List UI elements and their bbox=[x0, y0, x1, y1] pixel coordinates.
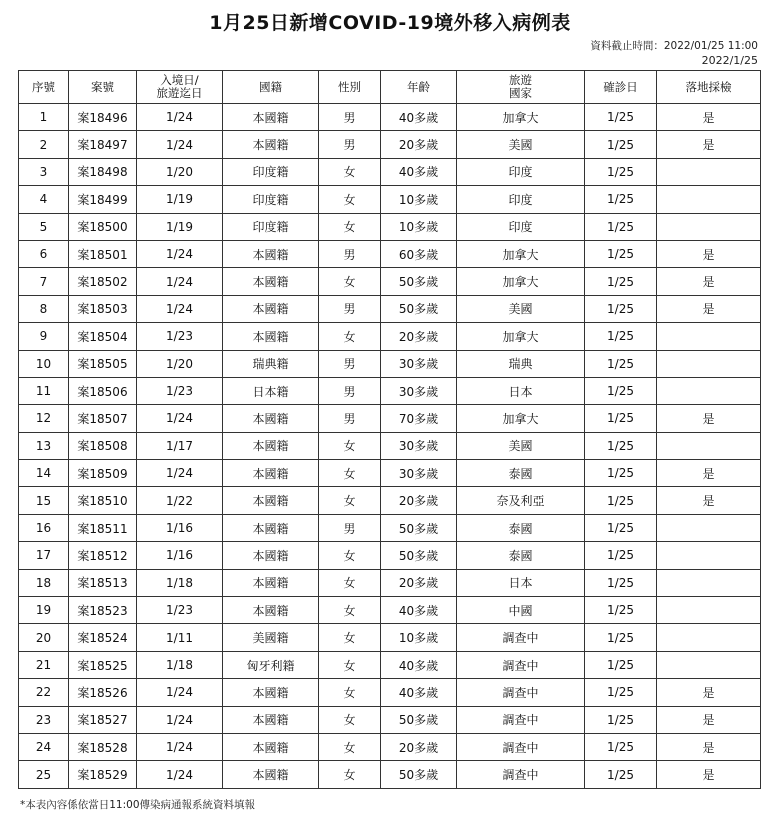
cell-arrival-test bbox=[657, 624, 761, 651]
cell-entry-date: 1/20 bbox=[137, 350, 223, 377]
cell-arrival-test: 是 bbox=[657, 706, 761, 733]
cell-nationality: 本國籍 bbox=[223, 323, 319, 350]
cell-nationality: 印度籍 bbox=[223, 213, 319, 240]
cell-travel-country: 加拿大 bbox=[457, 323, 585, 350]
cell-seq: 7 bbox=[19, 268, 69, 295]
cell-seq: 11 bbox=[19, 377, 69, 404]
cell-gender: 男 bbox=[319, 240, 381, 267]
cell-entry-date: 1/24 bbox=[137, 761, 223, 788]
cell-age: 10多歲 bbox=[381, 213, 457, 240]
data-timestamp: 資料截止時間：2022/01/25 11:00 bbox=[590, 40, 758, 52]
cell-case-number: 案18527 bbox=[69, 706, 137, 733]
cell-nationality: 本國籍 bbox=[223, 240, 319, 267]
cell-arrival-test bbox=[657, 186, 761, 213]
cell-arrival-test bbox=[657, 432, 761, 459]
cell-gender: 女 bbox=[319, 651, 381, 678]
cell-travel-country: 印度 bbox=[457, 158, 585, 185]
cell-case-number: 案18505 bbox=[69, 350, 137, 377]
header-arrival-test: 落地採檢 bbox=[657, 71, 761, 104]
cell-case-number: 案18526 bbox=[69, 679, 137, 706]
cell-arrival-test: 是 bbox=[657, 405, 761, 432]
page-title: 1月25日新增COVID-19境外移入病例表 bbox=[209, 12, 571, 34]
cell-seq: 15 bbox=[19, 487, 69, 514]
cell-travel-country: 加拿大 bbox=[457, 268, 585, 295]
cell-arrival-test bbox=[657, 542, 761, 569]
cell-gender: 男 bbox=[319, 131, 381, 158]
cell-seq: 25 bbox=[19, 761, 69, 788]
cell-arrival-test bbox=[657, 514, 761, 541]
cell-nationality: 本國籍 bbox=[223, 597, 319, 624]
cell-nationality: 本國籍 bbox=[223, 104, 319, 131]
cell-gender: 女 bbox=[319, 487, 381, 514]
cell-nationality: 本國籍 bbox=[223, 679, 319, 706]
cell-entry-date: 1/19 bbox=[137, 213, 223, 240]
header-seq: 序號 bbox=[19, 71, 69, 104]
cell-confirm-date: 1/25 bbox=[585, 186, 657, 213]
cell-age: 30多歲 bbox=[381, 432, 457, 459]
table-body bbox=[19, 104, 761, 789]
cell-gender: 女 bbox=[319, 432, 381, 459]
cell-age: 10多歲 bbox=[381, 186, 457, 213]
cell-nationality: 本國籍 bbox=[223, 295, 319, 322]
cell-arrival-test bbox=[657, 651, 761, 678]
cell-entry-date: 1/20 bbox=[137, 158, 223, 185]
cell-confirm-date: 1/25 bbox=[585, 104, 657, 131]
cell-case-number: 案18529 bbox=[69, 761, 137, 788]
cell-confirm-date: 1/25 bbox=[585, 761, 657, 788]
table-row bbox=[19, 323, 761, 350]
cell-confirm-date: 1/25 bbox=[585, 295, 657, 322]
table-row bbox=[19, 597, 761, 624]
cell-age: 50多歲 bbox=[381, 706, 457, 733]
cell-nationality: 日本籍 bbox=[223, 377, 319, 404]
cell-entry-date: 1/18 bbox=[137, 651, 223, 678]
cell-entry-date: 1/23 bbox=[137, 597, 223, 624]
cell-arrival-test: 是 bbox=[657, 240, 761, 267]
cell-nationality: 本國籍 bbox=[223, 268, 319, 295]
cell-entry-date: 1/24 bbox=[137, 405, 223, 432]
table-row bbox=[19, 240, 761, 267]
cell-gender: 女 bbox=[319, 569, 381, 596]
cell-case-number: 案18502 bbox=[69, 268, 137, 295]
header-case: 案號 bbox=[69, 71, 137, 104]
header-entry-line2: 旅遊迄日 bbox=[156, 86, 203, 100]
cell-gender: 女 bbox=[319, 186, 381, 213]
cell-arrival-test: 是 bbox=[657, 104, 761, 131]
cell-confirm-date: 1/25 bbox=[585, 569, 657, 596]
cell-case-number: 案18500 bbox=[69, 213, 137, 240]
cell-age: 40多歲 bbox=[381, 158, 457, 185]
cell-confirm-date: 1/25 bbox=[585, 460, 657, 487]
header-age: 年齡 bbox=[381, 71, 457, 104]
cell-nationality: 本國籍 bbox=[223, 514, 319, 541]
cell-case-number: 案18503 bbox=[69, 295, 137, 322]
cell-entry-date: 1/24 bbox=[137, 295, 223, 322]
cell-travel-country: 美國 bbox=[457, 432, 585, 459]
header-entry-date bbox=[137, 71, 223, 104]
cell-travel-country: 加拿大 bbox=[457, 405, 585, 432]
cell-nationality: 本國籍 bbox=[223, 733, 319, 760]
cell-gender: 女 bbox=[319, 761, 381, 788]
cell-travel-country: 美國 bbox=[457, 131, 585, 158]
cell-gender: 男 bbox=[319, 377, 381, 404]
cell-travel-country: 調查中 bbox=[457, 761, 585, 788]
cell-travel-country: 調查中 bbox=[457, 733, 585, 760]
table-row bbox=[19, 706, 761, 733]
cell-entry-date: 1/16 bbox=[137, 514, 223, 541]
table-row bbox=[19, 131, 761, 158]
cell-case-number: 案18508 bbox=[69, 432, 137, 459]
cell-seq: 24 bbox=[19, 733, 69, 760]
table-row bbox=[19, 542, 761, 569]
cell-arrival-test: 是 bbox=[657, 679, 761, 706]
table-row bbox=[19, 761, 761, 788]
cell-gender: 女 bbox=[319, 624, 381, 651]
table-row bbox=[19, 651, 761, 678]
cell-seq: 9 bbox=[19, 323, 69, 350]
table-row bbox=[19, 487, 761, 514]
cell-seq: 16 bbox=[19, 514, 69, 541]
cell-seq: 13 bbox=[19, 432, 69, 459]
cell-entry-date: 1/22 bbox=[137, 487, 223, 514]
cell-arrival-test: 是 bbox=[657, 460, 761, 487]
cell-case-number: 案18504 bbox=[69, 323, 137, 350]
table-row bbox=[19, 679, 761, 706]
cell-seq: 6 bbox=[19, 240, 69, 267]
table-row bbox=[19, 432, 761, 459]
cell-seq: 2 bbox=[19, 131, 69, 158]
cell-entry-date: 1/24 bbox=[137, 240, 223, 267]
cell-gender: 女 bbox=[319, 460, 381, 487]
table-row bbox=[19, 268, 761, 295]
cell-nationality: 本國籍 bbox=[223, 460, 319, 487]
header-travel-line1: 旅遊 bbox=[509, 73, 532, 87]
cell-travel-country: 泰國 bbox=[457, 460, 585, 487]
cell-travel-country: 調查中 bbox=[457, 624, 585, 651]
cell-case-number: 案18524 bbox=[69, 624, 137, 651]
table-row bbox=[19, 377, 761, 404]
cell-age: 70多歲 bbox=[381, 405, 457, 432]
table-row bbox=[19, 104, 761, 131]
cell-case-number: 案18497 bbox=[69, 131, 137, 158]
cell-age: 50多歲 bbox=[381, 268, 457, 295]
cell-seq: 22 bbox=[19, 679, 69, 706]
cell-case-number: 案18512 bbox=[69, 542, 137, 569]
cell-gender: 女 bbox=[319, 706, 381, 733]
cell-seq: 20 bbox=[19, 624, 69, 651]
cell-confirm-date: 1/25 bbox=[585, 350, 657, 377]
cell-travel-country: 泰國 bbox=[457, 514, 585, 541]
cell-confirm-date: 1/25 bbox=[585, 542, 657, 569]
cell-confirm-date: 1/25 bbox=[585, 651, 657, 678]
cell-case-number: 案18525 bbox=[69, 651, 137, 678]
cell-arrival-test: 是 bbox=[657, 733, 761, 760]
cell-gender: 女 bbox=[319, 158, 381, 185]
cell-confirm-date: 1/25 bbox=[585, 158, 657, 185]
cell-nationality: 本國籍 bbox=[223, 569, 319, 596]
cell-seq: 19 bbox=[19, 597, 69, 624]
cell-seq: 23 bbox=[19, 706, 69, 733]
cell-age: 30多歲 bbox=[381, 460, 457, 487]
cell-case-number: 案18528 bbox=[69, 733, 137, 760]
cell-seq: 8 bbox=[19, 295, 69, 322]
cell-gender: 女 bbox=[319, 213, 381, 240]
cell-confirm-date: 1/25 bbox=[585, 377, 657, 404]
cell-gender: 男 bbox=[319, 350, 381, 377]
cell-entry-date: 1/17 bbox=[137, 432, 223, 459]
cell-seq: 18 bbox=[19, 569, 69, 596]
cell-arrival-test: 是 bbox=[657, 131, 761, 158]
table-row bbox=[19, 514, 761, 541]
header-entry-line1: 入境日/ bbox=[160, 73, 199, 87]
cell-arrival-test bbox=[657, 350, 761, 377]
cell-arrival-test bbox=[657, 213, 761, 240]
cell-nationality: 本國籍 bbox=[223, 542, 319, 569]
cell-age: 60多歲 bbox=[381, 240, 457, 267]
cell-confirm-date: 1/25 bbox=[585, 240, 657, 267]
cell-gender: 女 bbox=[319, 542, 381, 569]
header-gender: 性別 bbox=[319, 71, 381, 104]
cell-age: 30多歲 bbox=[381, 377, 457, 404]
cell-seq: 14 bbox=[19, 460, 69, 487]
table-header-row bbox=[19, 71, 761, 104]
cell-nationality: 印度籍 bbox=[223, 186, 319, 213]
cell-seq: 4 bbox=[19, 186, 69, 213]
cell-age: 20多歲 bbox=[381, 569, 457, 596]
cell-seq: 1 bbox=[19, 104, 69, 131]
cell-age: 20多歲 bbox=[381, 323, 457, 350]
cell-age: 20多歲 bbox=[381, 733, 457, 760]
report-date: 2022/1/25 bbox=[701, 54, 758, 67]
cell-gender: 女 bbox=[319, 268, 381, 295]
cell-entry-date: 1/23 bbox=[137, 377, 223, 404]
cell-age: 20多歲 bbox=[381, 487, 457, 514]
cell-age: 50多歲 bbox=[381, 295, 457, 322]
cell-entry-date: 1/18 bbox=[137, 569, 223, 596]
cell-travel-country: 調查中 bbox=[457, 679, 585, 706]
cell-seq: 10 bbox=[19, 350, 69, 377]
cell-confirm-date: 1/25 bbox=[585, 131, 657, 158]
cell-entry-date: 1/24 bbox=[137, 104, 223, 131]
cell-nationality: 印度籍 bbox=[223, 158, 319, 185]
cell-case-number: 案18513 bbox=[69, 569, 137, 596]
cell-case-number: 案18509 bbox=[69, 460, 137, 487]
cell-arrival-test bbox=[657, 323, 761, 350]
cell-entry-date: 1/16 bbox=[137, 542, 223, 569]
cell-seq: 21 bbox=[19, 651, 69, 678]
cell-age: 40多歲 bbox=[381, 679, 457, 706]
cell-travel-country: 中國 bbox=[457, 597, 585, 624]
cell-confirm-date: 1/25 bbox=[585, 679, 657, 706]
table-row bbox=[19, 624, 761, 651]
cell-age: 10多歲 bbox=[381, 624, 457, 651]
cell-case-number: 案18496 bbox=[69, 104, 137, 131]
cell-age: 50多歲 bbox=[381, 761, 457, 788]
cell-entry-date: 1/24 bbox=[137, 679, 223, 706]
cell-case-number: 案18499 bbox=[69, 186, 137, 213]
cell-travel-country: 瑞典 bbox=[457, 350, 585, 377]
cell-gender: 女 bbox=[319, 733, 381, 760]
cell-case-number: 案18506 bbox=[69, 377, 137, 404]
cell-nationality: 本國籍 bbox=[223, 761, 319, 788]
cell-confirm-date: 1/25 bbox=[585, 597, 657, 624]
cell-arrival-test bbox=[657, 377, 761, 404]
cell-nationality: 匈牙利籍 bbox=[223, 651, 319, 678]
cell-case-number: 案18507 bbox=[69, 405, 137, 432]
cell-travel-country: 奈及利亞 bbox=[457, 487, 585, 514]
cell-confirm-date: 1/25 bbox=[585, 323, 657, 350]
table-row bbox=[19, 158, 761, 185]
cell-nationality: 本國籍 bbox=[223, 487, 319, 514]
cell-travel-country: 調查中 bbox=[457, 651, 585, 678]
cell-confirm-date: 1/25 bbox=[585, 405, 657, 432]
cell-age: 40多歲 bbox=[381, 651, 457, 678]
cell-entry-date: 1/24 bbox=[137, 733, 223, 760]
cell-arrival-test bbox=[657, 569, 761, 596]
cell-age: 40多歲 bbox=[381, 104, 457, 131]
header-confirm-date: 確診日 bbox=[585, 71, 657, 104]
cell-entry-date: 1/24 bbox=[137, 706, 223, 733]
cell-gender: 女 bbox=[319, 597, 381, 624]
cell-confirm-date: 1/25 bbox=[585, 624, 657, 651]
cell-entry-date: 1/23 bbox=[137, 323, 223, 350]
table-row bbox=[19, 350, 761, 377]
cell-entry-date: 1/24 bbox=[137, 460, 223, 487]
cell-case-number: 案18501 bbox=[69, 240, 137, 267]
cell-arrival-test bbox=[657, 597, 761, 624]
cell-entry-date: 1/24 bbox=[137, 268, 223, 295]
cell-travel-country: 日本 bbox=[457, 569, 585, 596]
cell-travel-country: 加拿大 bbox=[457, 240, 585, 267]
cell-travel-country: 印度 bbox=[457, 186, 585, 213]
cell-confirm-date: 1/25 bbox=[585, 514, 657, 541]
table-row bbox=[19, 295, 761, 322]
cell-nationality: 本國籍 bbox=[223, 706, 319, 733]
cell-travel-country: 調查中 bbox=[457, 706, 585, 733]
cell-arrival-test bbox=[657, 158, 761, 185]
cell-case-number: 案18510 bbox=[69, 487, 137, 514]
cell-gender: 女 bbox=[319, 323, 381, 350]
cell-entry-date: 1/11 bbox=[137, 624, 223, 651]
cell-age: 40多歲 bbox=[381, 597, 457, 624]
cell-confirm-date: 1/25 bbox=[585, 706, 657, 733]
cell-gender: 女 bbox=[319, 679, 381, 706]
cell-arrival-test: 是 bbox=[657, 487, 761, 514]
table-row bbox=[19, 213, 761, 240]
cell-age: 50多歲 bbox=[381, 514, 457, 541]
cell-seq: 17 bbox=[19, 542, 69, 569]
cell-nationality: 美國籍 bbox=[223, 624, 319, 651]
cell-confirm-date: 1/25 bbox=[585, 268, 657, 295]
cell-nationality: 本國籍 bbox=[223, 405, 319, 432]
cell-gender: 男 bbox=[319, 104, 381, 131]
table-row bbox=[19, 405, 761, 432]
cell-confirm-date: 1/25 bbox=[585, 213, 657, 240]
cell-arrival-test: 是 bbox=[657, 761, 761, 788]
cell-gender: 男 bbox=[319, 405, 381, 432]
cell-travel-country: 加拿大 bbox=[457, 104, 585, 131]
cell-seq: 12 bbox=[19, 405, 69, 432]
cell-gender: 男 bbox=[319, 295, 381, 322]
cell-arrival-test: 是 bbox=[657, 268, 761, 295]
cell-entry-date: 1/19 bbox=[137, 186, 223, 213]
footnote: *本表內容係依當日11:00傳染病通報系統資料填報 bbox=[20, 799, 256, 811]
cell-confirm-date: 1/25 bbox=[585, 432, 657, 459]
cell-travel-country: 印度 bbox=[457, 213, 585, 240]
table-row bbox=[19, 186, 761, 213]
cell-age: 20多歲 bbox=[381, 131, 457, 158]
table-row bbox=[19, 569, 761, 596]
cell-confirm-date: 1/25 bbox=[585, 733, 657, 760]
cell-nationality: 本國籍 bbox=[223, 432, 319, 459]
cell-seq: 5 bbox=[19, 213, 69, 240]
cell-case-number: 案18523 bbox=[69, 597, 137, 624]
cell-entry-date: 1/24 bbox=[137, 131, 223, 158]
header-travel-country bbox=[457, 71, 585, 104]
case-table bbox=[18, 70, 761, 789]
cell-nationality: 瑞典籍 bbox=[223, 350, 319, 377]
cell-gender: 男 bbox=[319, 514, 381, 541]
table-row bbox=[19, 460, 761, 487]
cell-travel-country: 泰國 bbox=[457, 542, 585, 569]
cell-age: 50多歲 bbox=[381, 542, 457, 569]
cell-arrival-test: 是 bbox=[657, 295, 761, 322]
cell-confirm-date: 1/25 bbox=[585, 487, 657, 514]
cell-travel-country: 美國 bbox=[457, 295, 585, 322]
cell-age: 30多歲 bbox=[381, 350, 457, 377]
cell-case-number: 案18511 bbox=[69, 514, 137, 541]
cell-travel-country: 日本 bbox=[457, 377, 585, 404]
header-nationality: 國籍 bbox=[223, 71, 319, 104]
cell-case-number: 案18498 bbox=[69, 158, 137, 185]
header-travel-line2: 國家 bbox=[509, 86, 532, 100]
cell-seq: 3 bbox=[19, 158, 69, 185]
cell-nationality: 本國籍 bbox=[223, 131, 319, 158]
table-row bbox=[19, 733, 761, 760]
